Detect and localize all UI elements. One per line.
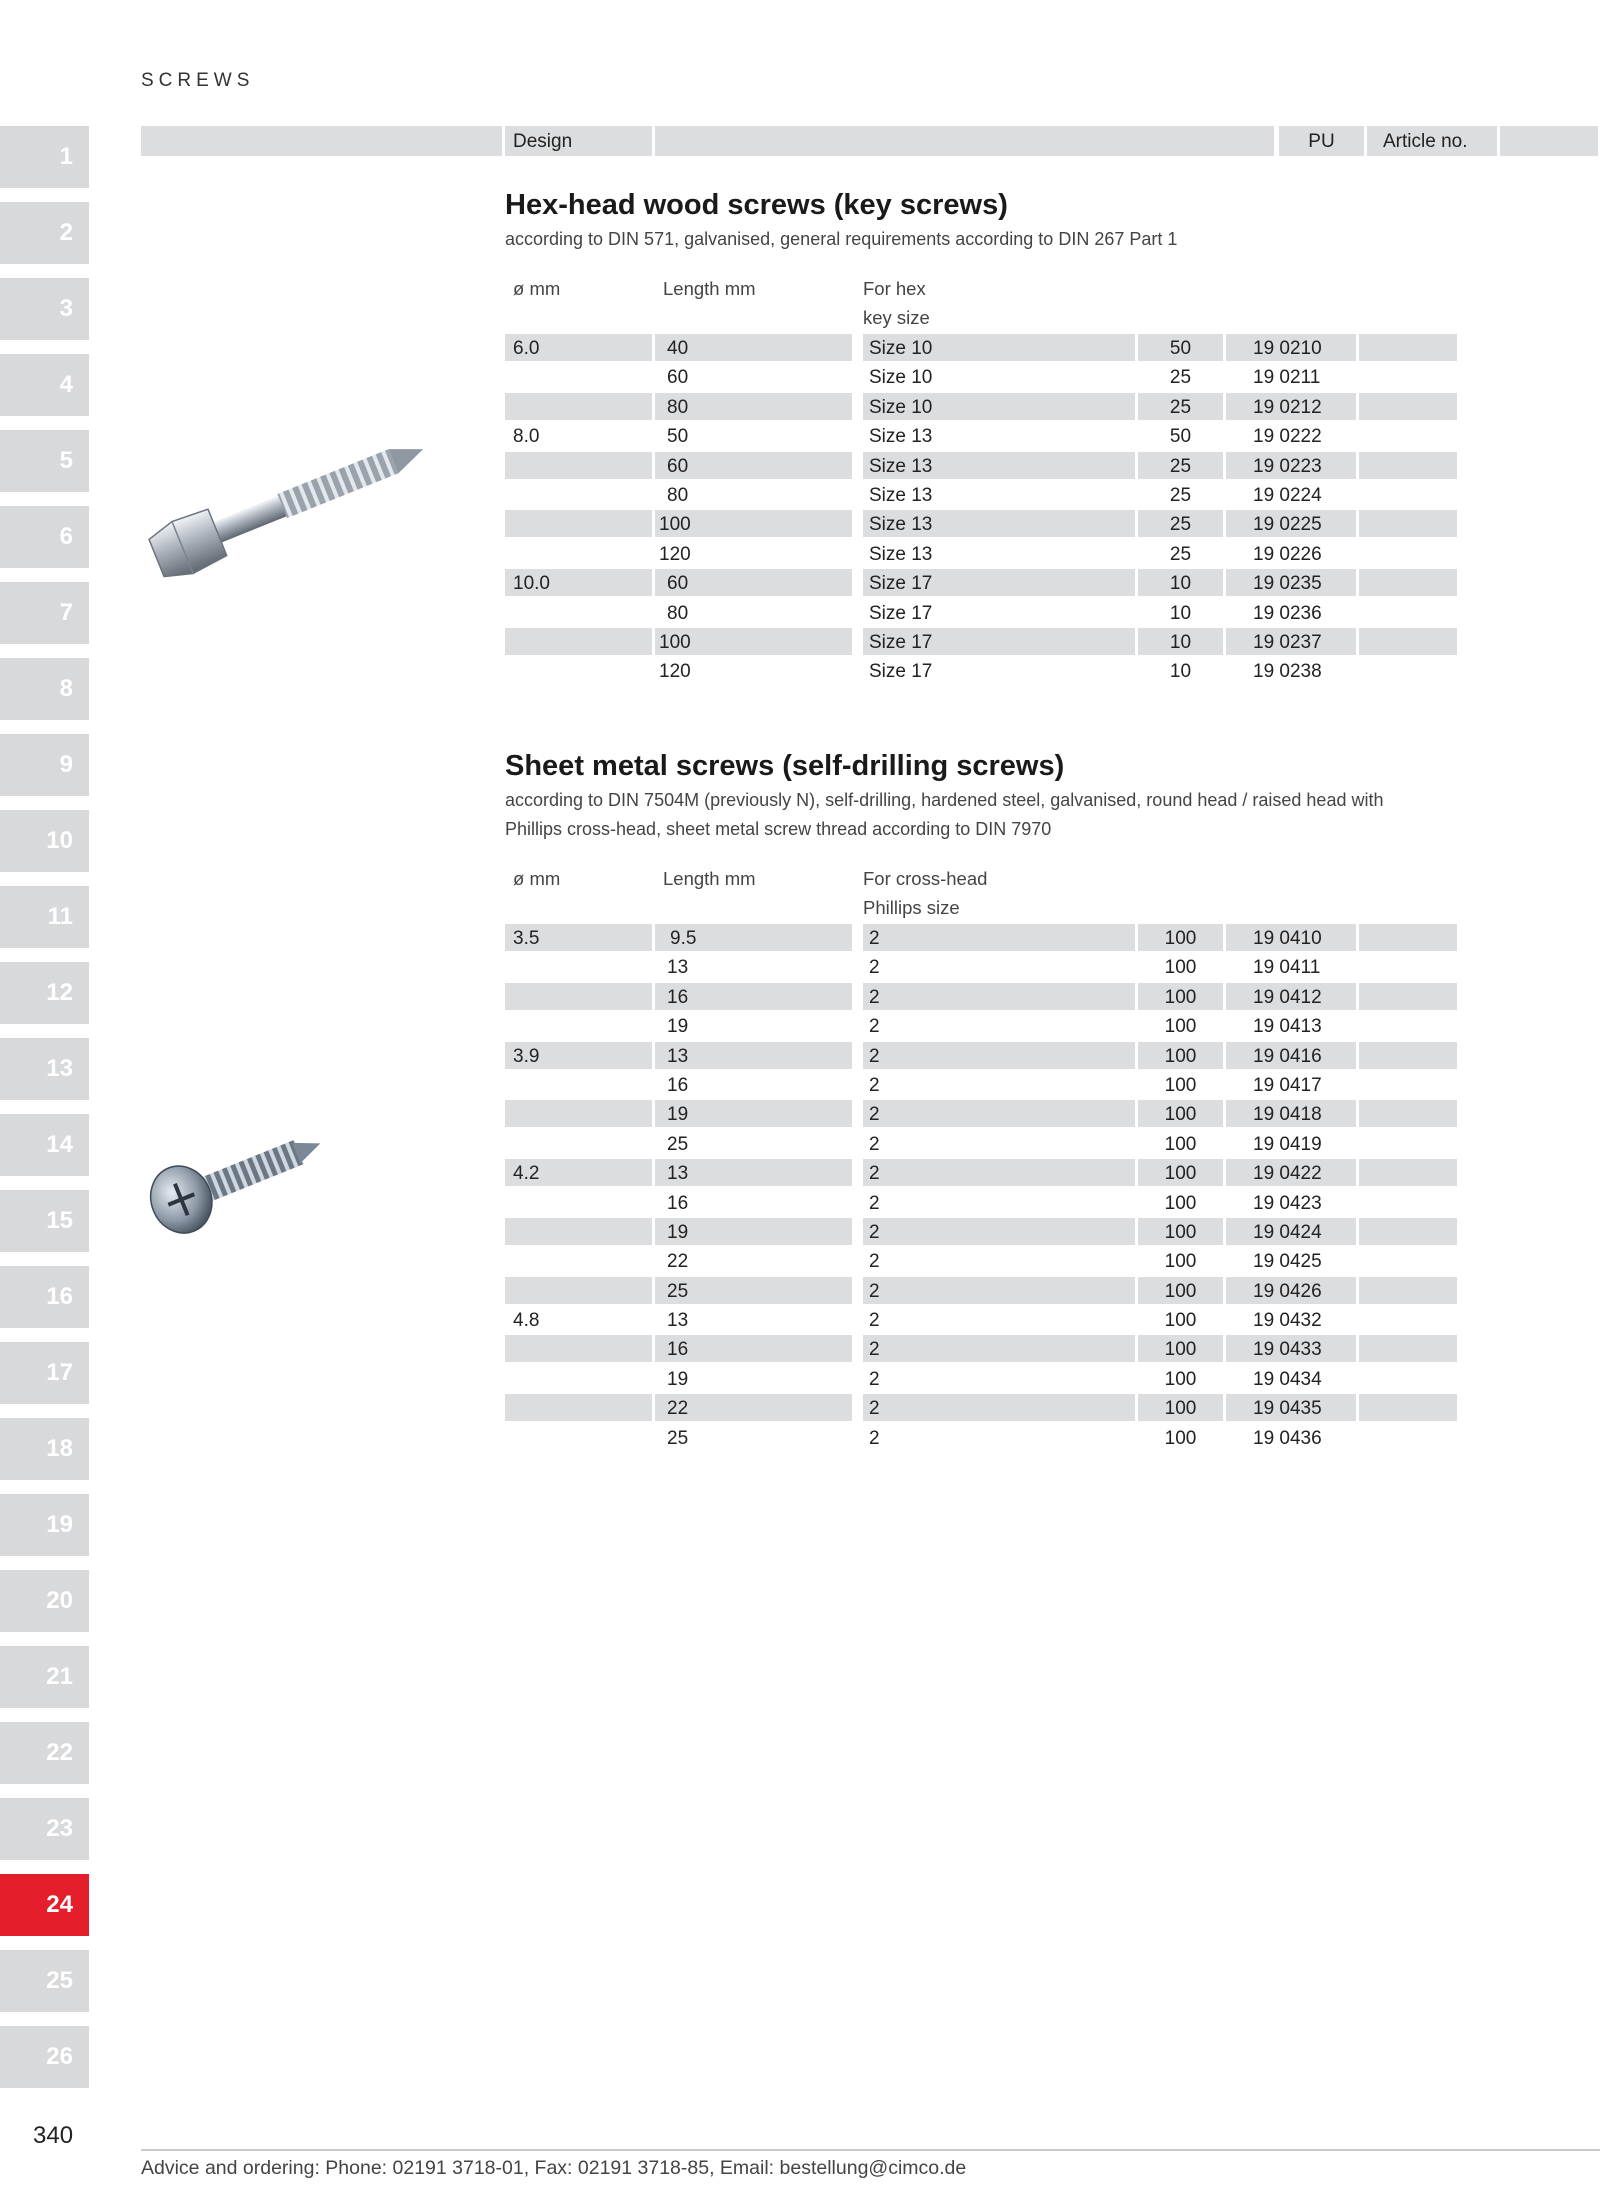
cell-article-no: 19 0412: [1226, 983, 1356, 1010]
table-row: [505, 1247, 1457, 1276]
table-row: [505, 1306, 1457, 1335]
cell-article-no: 19 0417: [1253, 1074, 1322, 1096]
cell-diameter: [505, 983, 652, 1010]
header-blank-image: [141, 126, 502, 156]
cell-length: 25: [667, 1133, 689, 1155]
cell-length: 25: [655, 1277, 852, 1304]
table-row: [505, 1218, 1457, 1247]
cell-size: 2: [863, 1277, 1135, 1304]
cell-article-no: 19 0235: [1226, 569, 1356, 596]
cell-size: Size 17: [863, 569, 1135, 596]
col-length: Length mm: [663, 278, 756, 299]
cell-size: Size 13: [869, 426, 933, 448]
cell-pu: 25: [1138, 452, 1223, 479]
cell-article-no: 19 0416: [1226, 1042, 1356, 1069]
cell-diameter: [505, 481, 652, 508]
cell-blank: [1359, 1042, 1457, 1069]
chapter-tab-13[interactable]: 13: [0, 1038, 89, 1100]
cell-pu: 100: [1164, 1251, 1197, 1273]
chapter-tab-5[interactable]: 5: [0, 430, 89, 492]
cell-article-no: 19 0418: [1226, 1100, 1356, 1127]
cell-diameter: 4.2: [505, 1159, 652, 1186]
table-row: [505, 1130, 1457, 1159]
cell-length: 16: [667, 1074, 689, 1096]
cell-blank: [1359, 1335, 1457, 1362]
cell-article-no: 19 0422: [1226, 1159, 1356, 1186]
product-title: Hex-head wood screws (key screws): [505, 189, 1008, 221]
cell-pu: 100: [1164, 1133, 1197, 1155]
cell-size: Size 10: [869, 367, 933, 389]
cell-length: 13: [667, 957, 689, 979]
column-headings: [505, 274, 1457, 334]
chapter-tab-21[interactable]: 21: [0, 1646, 89, 1708]
chapter-tab-1[interactable]: 1: [0, 126, 89, 188]
cell-length: 100: [655, 628, 852, 655]
cell-pu: 25: [1169, 484, 1192, 506]
chapter-tab-4[interactable]: 4: [0, 354, 89, 416]
cell-blank: [1359, 481, 1457, 508]
chapter-tab-6[interactable]: 6: [0, 506, 89, 568]
cell-article-no: 19 0210: [1226, 334, 1356, 361]
cell-blank: [1359, 540, 1457, 567]
table-row: [505, 1277, 1457, 1306]
cell-size: Size 13: [863, 510, 1135, 537]
cell-size: 2: [863, 1335, 1135, 1362]
table-row: [505, 1042, 1457, 1071]
cell-size: 2: [869, 1133, 880, 1155]
cell-blank: [1359, 1100, 1457, 1127]
cell-article-no: 19 0236: [1253, 602, 1322, 624]
cell-diameter: [505, 1130, 652, 1157]
chapter-tab-24[interactable]: 24: [0, 1874, 89, 1936]
cell-diameter: 3.9: [505, 1042, 652, 1069]
chapter-tab-18[interactable]: 18: [0, 1418, 89, 1480]
table-row: [505, 1189, 1457, 1218]
cell-length: 100: [655, 510, 852, 537]
table-row: [505, 452, 1457, 481]
cell-size: Size 17: [869, 661, 933, 683]
page-number: 340: [33, 2122, 74, 2149]
cell-blank: [1359, 1394, 1457, 1421]
cell-blank: [1359, 657, 1457, 684]
cell-blank: [1359, 452, 1457, 479]
cell-pu: 100: [1164, 1368, 1197, 1390]
cell-article-no: 19 0426: [1226, 1277, 1356, 1304]
cell-blank: [1359, 569, 1457, 596]
product-sheet-metal-screws: [505, 748, 1457, 1453]
cell-pu: 100: [1138, 1159, 1223, 1186]
cell-article-no: 19 0411: [1253, 957, 1321, 979]
cell-diameter: 8.0: [513, 426, 540, 448]
cell-blank: [1359, 1189, 1457, 1216]
cell-size: 2: [863, 983, 1135, 1010]
cell-diameter: [505, 1012, 652, 1039]
cell-blank: [1359, 422, 1457, 449]
cell-length: 16: [667, 1192, 689, 1214]
cell-size: Size 17: [863, 628, 1135, 655]
table-row: [505, 540, 1457, 569]
cell-size: Size 10: [863, 393, 1135, 420]
cell-blank: [1359, 1071, 1457, 1098]
cell-length: 80: [667, 602, 689, 624]
table-row: [505, 924, 1457, 953]
table-header-bar: [141, 126, 1468, 156]
cell-article-no: 19 0423: [1253, 1192, 1322, 1214]
table-row: [505, 510, 1457, 539]
cell-diameter: [505, 363, 652, 390]
cell-length: 50: [667, 426, 689, 448]
cell-pu: 100: [1138, 1394, 1223, 1421]
cell-article-no: 19 0225: [1226, 510, 1356, 537]
product-description: according to DIN 7504M (previously N), self-drilling, hardened steel, galvanised, round head / raised head with Phillips cross-head, sheet metal screw thread according to DIN 7970: [505, 790, 1384, 839]
cell-article-no: 19 0238: [1253, 661, 1322, 683]
cell-blank: [1359, 1247, 1457, 1274]
table-row: [505, 628, 1457, 657]
chapter-tab-19[interactable]: 19: [0, 1494, 89, 1556]
table-row: [505, 393, 1457, 422]
cell-pu: 25: [1138, 510, 1223, 537]
chapter-tab-15[interactable]: 15: [0, 1190, 89, 1252]
cell-article-no: 19 0433: [1226, 1335, 1356, 1362]
table-row: [505, 953, 1457, 982]
table-row: [505, 1159, 1457, 1188]
product-rows: [505, 334, 1457, 687]
product-title: Sheet metal screws (self-drilling screws): [505, 750, 1065, 782]
cell-diameter: [505, 1100, 652, 1127]
cell-length: 25: [667, 1427, 689, 1449]
cell-diameter: [505, 540, 652, 567]
cell-size: 2: [869, 1251, 880, 1273]
chapter-tab-10[interactable]: 10: [0, 810, 89, 872]
col-length: Length mm: [663, 868, 756, 889]
cell-pu: 100: [1138, 1100, 1223, 1127]
footer-divider: [141, 2149, 1600, 2151]
cell-size: 2: [863, 1100, 1135, 1127]
cell-length: 16: [655, 1335, 852, 1362]
cell-length: 13: [655, 1159, 852, 1186]
cell-pu: 50: [1138, 334, 1223, 361]
chapter-tab-22[interactable]: 22: [0, 1722, 89, 1784]
cell-diameter: [505, 1365, 652, 1392]
cell-article-no: 19 0413: [1253, 1016, 1322, 1038]
cell-article-no: 19 0222: [1253, 426, 1322, 448]
cell-article-no: 19 0425: [1253, 1251, 1322, 1273]
cell-length: 13: [655, 1042, 852, 1069]
cell-blank: [1359, 983, 1457, 1010]
cell-article-no: 19 0226: [1253, 543, 1322, 565]
chapter-tabs: [0, 126, 89, 2102]
table-row: [505, 481, 1457, 510]
table-row: [505, 983, 1457, 1012]
cell-size: 2: [869, 1427, 880, 1449]
table-row: [505, 334, 1457, 363]
chapter-tab-11[interactable]: 11: [0, 886, 89, 948]
cell-diameter: 10.0: [505, 569, 652, 596]
cell-size: 2: [869, 1192, 880, 1214]
cell-pu: 100: [1164, 1192, 1197, 1214]
cell-pu: 10: [1138, 628, 1223, 655]
cell-pu: 100: [1138, 1218, 1223, 1245]
cell-pu: 100: [1138, 1335, 1223, 1362]
cell-blank: [1359, 953, 1457, 980]
chapter-tab-14[interactable]: 14: [0, 1114, 89, 1176]
cell-size: 2: [863, 1394, 1135, 1421]
table-row: [505, 569, 1457, 598]
cell-blank: [1359, 599, 1457, 626]
product-rows: [505, 924, 1457, 1453]
cell-size: 2: [863, 1218, 1135, 1245]
column-headings: [505, 864, 1457, 924]
table-row: [505, 599, 1457, 628]
cell-pu: 100: [1138, 1042, 1223, 1069]
cell-length: 80: [667, 484, 689, 506]
cell-length: 13: [667, 1310, 689, 1332]
cell-length: 19: [667, 1368, 689, 1390]
cell-article-no: 19 0424: [1226, 1218, 1356, 1245]
chapter-tab-12[interactable]: 12: [0, 962, 89, 1024]
cell-blank: [1359, 1218, 1457, 1245]
cell-blank: [1359, 924, 1457, 951]
cell-length: 60: [655, 569, 852, 596]
cell-article-no: 19 0434: [1253, 1368, 1322, 1390]
header-blank-end: [1500, 126, 1598, 156]
chapter-tab-17[interactable]: 17: [0, 1342, 89, 1404]
cell-length: 22: [655, 1394, 852, 1421]
table-row: [505, 1012, 1457, 1041]
cell-pu: 100: [1164, 1016, 1197, 1038]
col-diameter: ø mm: [513, 278, 561, 299]
cell-diameter: [505, 953, 652, 980]
cell-pu: 10: [1169, 661, 1192, 683]
table-row: [505, 422, 1457, 451]
cell-diameter: 6.0: [505, 334, 652, 361]
cell-article-no: 19 0419: [1253, 1133, 1322, 1155]
cell-diameter: 3.5: [505, 924, 652, 951]
cell-article-no: 19 0410: [1226, 924, 1356, 951]
chapter-tab-9[interactable]: 9: [0, 734, 89, 796]
cell-blank: [1359, 1277, 1457, 1304]
cell-pu: 25: [1169, 367, 1192, 389]
table-row: [505, 1424, 1457, 1453]
cell-pu: 10: [1138, 569, 1223, 596]
cell-diameter: 4.8: [513, 1310, 540, 1332]
cell-size: Size 17: [869, 602, 933, 624]
cell-article-no: 19 0432: [1253, 1310, 1322, 1332]
section-title: SCREWS: [141, 70, 255, 91]
chapter-tab-8[interactable]: 8: [0, 658, 89, 720]
col-hex-key-size: For hex key size: [863, 278, 930, 328]
table-row: [505, 657, 1457, 686]
cell-pu: 100: [1138, 983, 1223, 1010]
cell-blank: [1359, 628, 1457, 655]
cell-length: 40: [655, 334, 852, 361]
cell-blank: [1359, 1159, 1457, 1186]
cell-length: 19: [667, 1016, 689, 1038]
cell-blank: [1359, 1012, 1457, 1039]
self-drilling-screw-image: [138, 1095, 328, 1245]
cell-blank: [1359, 334, 1457, 361]
chapter-tab-25[interactable]: 25: [0, 1950, 89, 2012]
cell-length: 22: [667, 1251, 689, 1273]
cell-diameter: [505, 628, 652, 655]
cell-length: 19: [655, 1100, 852, 1127]
chapter-tab-20[interactable]: 20: [0, 1570, 89, 1632]
cell-diameter: [505, 599, 652, 626]
cell-pu: 100: [1164, 1310, 1197, 1332]
cell-pu: 50: [1169, 426, 1192, 448]
cell-pu: 25: [1169, 543, 1192, 565]
cell-diameter: [505, 393, 652, 420]
cell-size: 2: [869, 1074, 880, 1096]
product-description: according to DIN 571, galvanised, general requirements according to DIN 267 Part 1: [505, 229, 1178, 249]
cell-article-no: 19 0224: [1253, 484, 1322, 506]
table-row: [505, 1394, 1457, 1423]
product-hex-head-wood-screws: [505, 187, 1457, 687]
chapter-tab-7[interactable]: 7: [0, 582, 89, 644]
cell-length: 19: [655, 1218, 852, 1245]
cell-diameter: [505, 1424, 652, 1451]
cell-diameter: [505, 1335, 652, 1362]
cell-pu: 100: [1164, 1427, 1197, 1449]
header-pu: PU: [1279, 126, 1364, 156]
cell-length: 60: [667, 367, 689, 389]
cell-diameter: [505, 1277, 652, 1304]
cell-size: 2: [863, 1042, 1135, 1069]
cell-pu: 100: [1164, 1074, 1197, 1096]
cell-size: 2: [869, 1310, 880, 1332]
cell-article-no: 19 0211: [1253, 367, 1321, 389]
cell-diameter: [505, 510, 652, 537]
chapter-tab-3[interactable]: 3: [0, 278, 89, 340]
chapter-tab-26[interactable]: 26: [0, 2026, 89, 2088]
cell-size: 2: [869, 1368, 880, 1390]
cell-article-no: 19 0237: [1226, 628, 1356, 655]
cell-article-no: 19 0435: [1226, 1394, 1356, 1421]
cell-size: 2: [863, 1159, 1135, 1186]
table-row: [505, 1100, 1457, 1129]
cell-diameter: [505, 1394, 652, 1421]
cell-pu: 100: [1138, 924, 1223, 951]
cell-length: 80: [655, 393, 852, 420]
cell-length: 120: [659, 661, 691, 683]
cell-diameter: [505, 657, 652, 684]
cell-pu: 10: [1169, 602, 1192, 624]
cell-size: Size 13: [869, 484, 933, 506]
cell-size: 2: [863, 924, 1135, 951]
cell-article-no: 19 0223: [1226, 452, 1356, 479]
cell-article-no: 19 0212: [1226, 393, 1356, 420]
cell-pu: 100: [1138, 1277, 1223, 1304]
table-row: [505, 1071, 1457, 1100]
header-article-no: Article no.: [1367, 126, 1497, 156]
hex-head-screw-image: [136, 420, 436, 600]
cell-pu: 25: [1138, 393, 1223, 420]
col-diameter: ø mm: [513, 868, 561, 889]
table-row: [505, 1335, 1457, 1364]
cell-blank: [1359, 1306, 1457, 1333]
cell-blank: [1359, 1365, 1457, 1392]
cell-blank: [1359, 363, 1457, 390]
cell-size: 2: [869, 1016, 880, 1038]
cell-size: 2: [869, 957, 880, 979]
cell-diameter: [505, 1189, 652, 1216]
cell-article-no: 19 0436: [1253, 1427, 1322, 1449]
chapter-tab-2[interactable]: 2: [0, 202, 89, 264]
cell-pu: 100: [1164, 957, 1197, 979]
cell-blank: [1359, 393, 1457, 420]
chapter-tab-16[interactable]: 16: [0, 1266, 89, 1328]
cell-diameter: [505, 1247, 652, 1274]
cell-diameter: [505, 1071, 652, 1098]
col-phillips-size: For cross-head Phillips size: [863, 868, 988, 918]
cell-length: 60: [655, 452, 852, 479]
cell-diameter: [505, 1218, 652, 1245]
chapter-tab-23[interactable]: 23: [0, 1798, 89, 1860]
header-design: Design: [505, 126, 652, 156]
cell-blank: [1359, 1424, 1457, 1451]
cell-blank: [1359, 510, 1457, 537]
footer-contact: Advice and ordering: Phone: 02191 3718-01, Fax: 02191 3718-85, Email: bestellung@cimco.de: [141, 2157, 967, 2179]
table-row: [505, 363, 1457, 392]
cell-length: 120: [659, 543, 691, 565]
cell-length: 9.5: [655, 924, 852, 951]
cell-diameter: [505, 452, 652, 479]
header-blank-middle: [655, 126, 1274, 156]
cell-blank: [1359, 1130, 1457, 1157]
cell-size: Size 13: [863, 452, 1135, 479]
cell-size: Size 10: [863, 334, 1135, 361]
cell-size: Size 13: [869, 543, 933, 565]
cell-length: 16: [655, 983, 852, 1010]
table-row: [505, 1365, 1457, 1394]
